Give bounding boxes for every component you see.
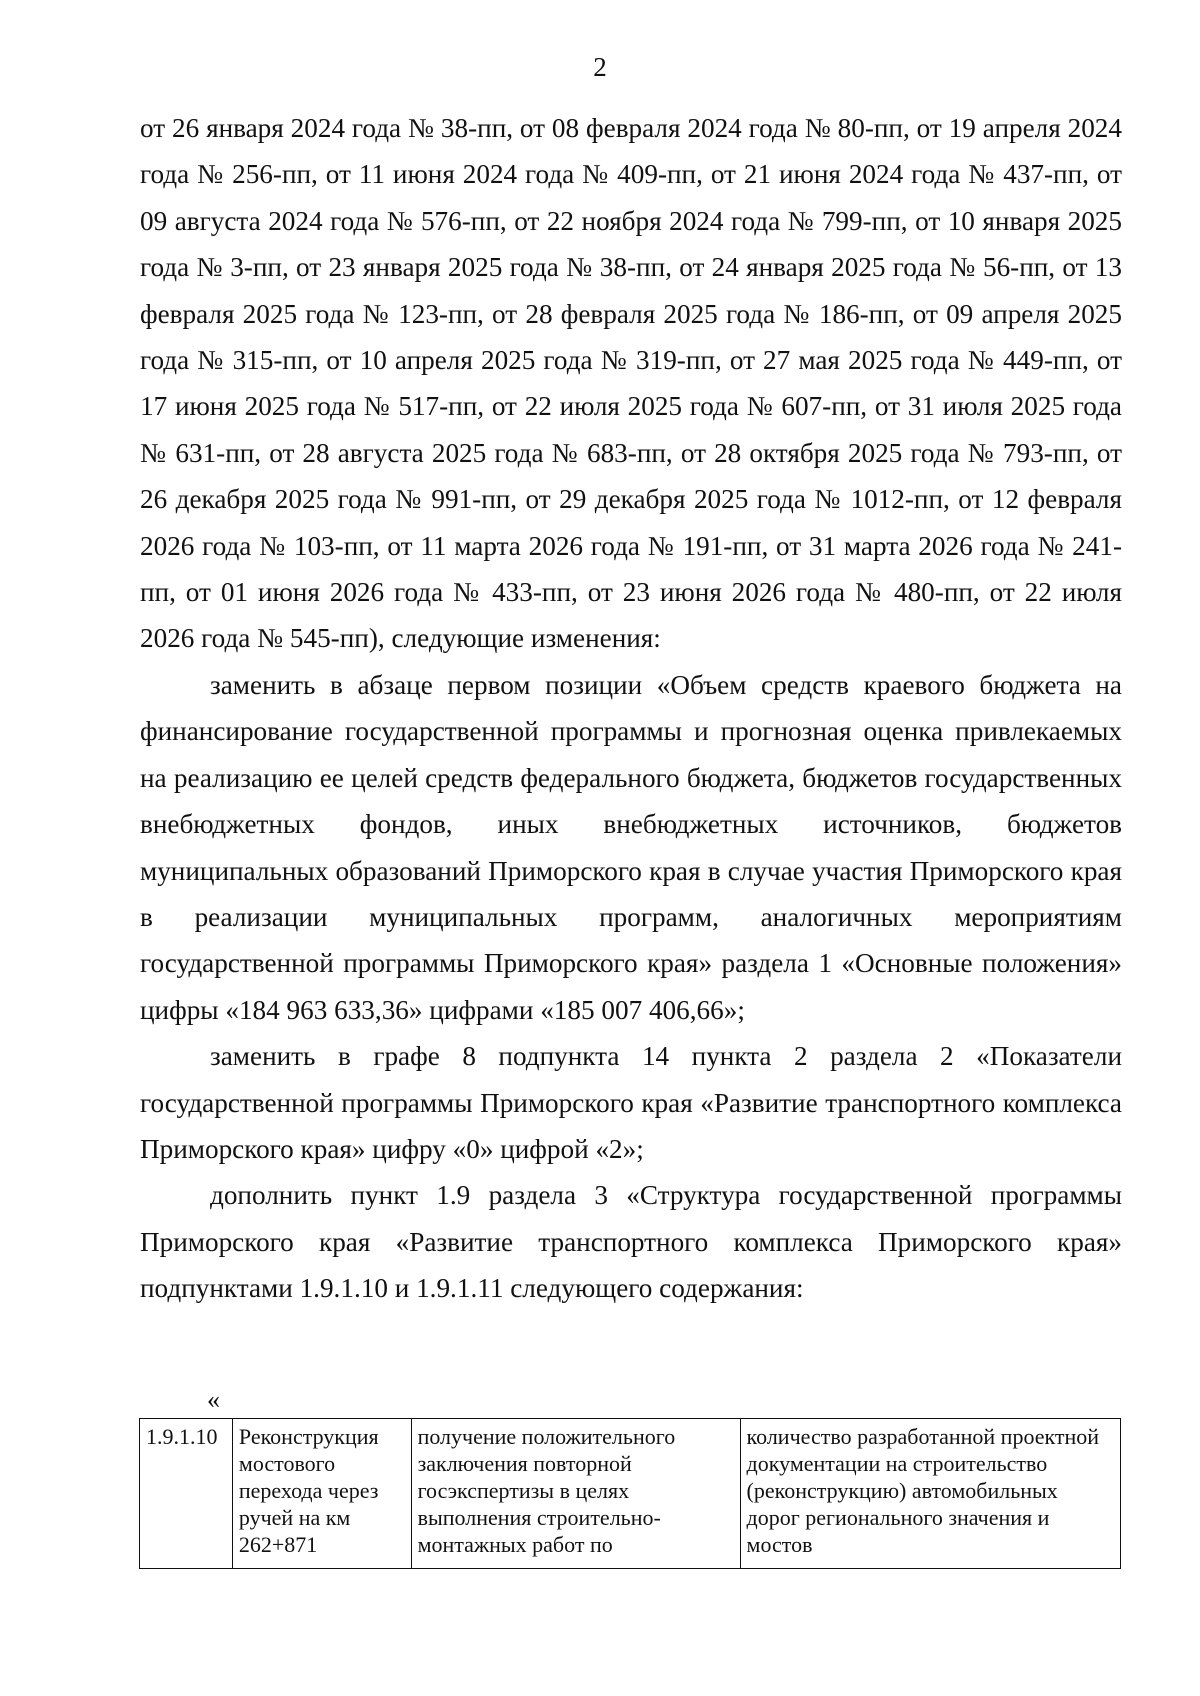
opening-quote: « bbox=[207, 1385, 220, 1414]
table-cell-title: Реконструкция мостового перехода через ручей на км 262+871 bbox=[232, 1419, 411, 1569]
table-cell-number: 1.9.1.10 bbox=[140, 1419, 233, 1569]
subpoints-table bbox=[139, 1418, 1121, 1569]
table-cell-indicator: количество разработанной проектной документации на строительство (реконструкцию) автомобильных дорог регионального значения и мостов bbox=[740, 1419, 1120, 1569]
paragraph-amendment-list: от 26 января 2024 года № 38-пп, от 08 февраля 2024 года № 80-пп, от 19 апреля 2024 года № 256-пп, от 11 июня 2024 года № 409-пп, от 21 июня 2024 года № 437-пп, от 09 августа 2024 года № 576-пп, от 22 ноября 2024 года № 799-пп, от 10 января 2025 года № 3-пп, от 23 января 2025 года № 38-пп, от 24 января 2025 года № 56-пп, от 13 февраля 2025 года № 123-пп, от 28 февраля 2025 года № 186-пп, от 09 апреля 2025 года № 315-пп, от 10 апреля 2025 года № 319-пп, от 27 мая 2025 года № 449-пп, от 17 июня 2025 года № 517-пп, от 22 июля 2025 года № 607-пп, от 31 июля 2025 года № 631-пп, от 28 августа 2025 года № 683-пп, от 28 октября 2025 года № 793-пп, от 26 декабря 2025 года № 991-пп, от 29 декабря 2025 года № 1012-пп, от 12 февраля 2026 года № 103-пп, от 11 марта 2026 года № 191-пп, от 31 марта 2026 года № 241-пп, от 01 июня 2026 года № 433-пп, от 23 июня 2026 года № 480-пп, от 22 июля 2026 года № 545-пп), следующие изменения: bbox=[140, 113, 1122, 654]
paragraph-replace-budget: заменить в абзаце первом позиции «Объем средств краевого бюджета на финансирование государственной программы и прогнозная оценка привлекаемых на реализацию ее целей средств федерального бюджета, бюджетов государственных внебюджетных фондов, иных внебюджетных источников, бюджетов муниципальных образований Приморского края в случае участия Приморского края в реализации муниципальных программ, аналогичных мероприятиям государственной программы Приморского края» раздела 1 «Основные положения» цифры «184 963 633,36» цифрами «185 007 406,66»; bbox=[140, 669, 1122, 1025]
paragraph-replace-indicator: заменить в графе 8 подпункта 14 пункта 2 раздела 2 «Показатели государственной программы Приморского края «Развитие транспортного комплекса Приморского края» цифру «0» цифрой «2»; bbox=[140, 1041, 1122, 1164]
paragraph-add-subpoints: дополнить пункт 1.9 раздела 3 «Структура государственной программы Приморского края «Развитие транспортного комплекса Приморского края» подпунктами 1.9.1.10 и 1.9.1.11 следующего содержания: bbox=[140, 1180, 1122, 1304]
document-body bbox=[140, 105, 1122, 1312]
table-cell-task: получение положительного заключения повторной госэкспертизы в целях выполнения строительно-монтажных работ по bbox=[411, 1419, 740, 1569]
table-row bbox=[140, 1419, 1121, 1569]
page-number: 2 bbox=[593, 52, 607, 82]
